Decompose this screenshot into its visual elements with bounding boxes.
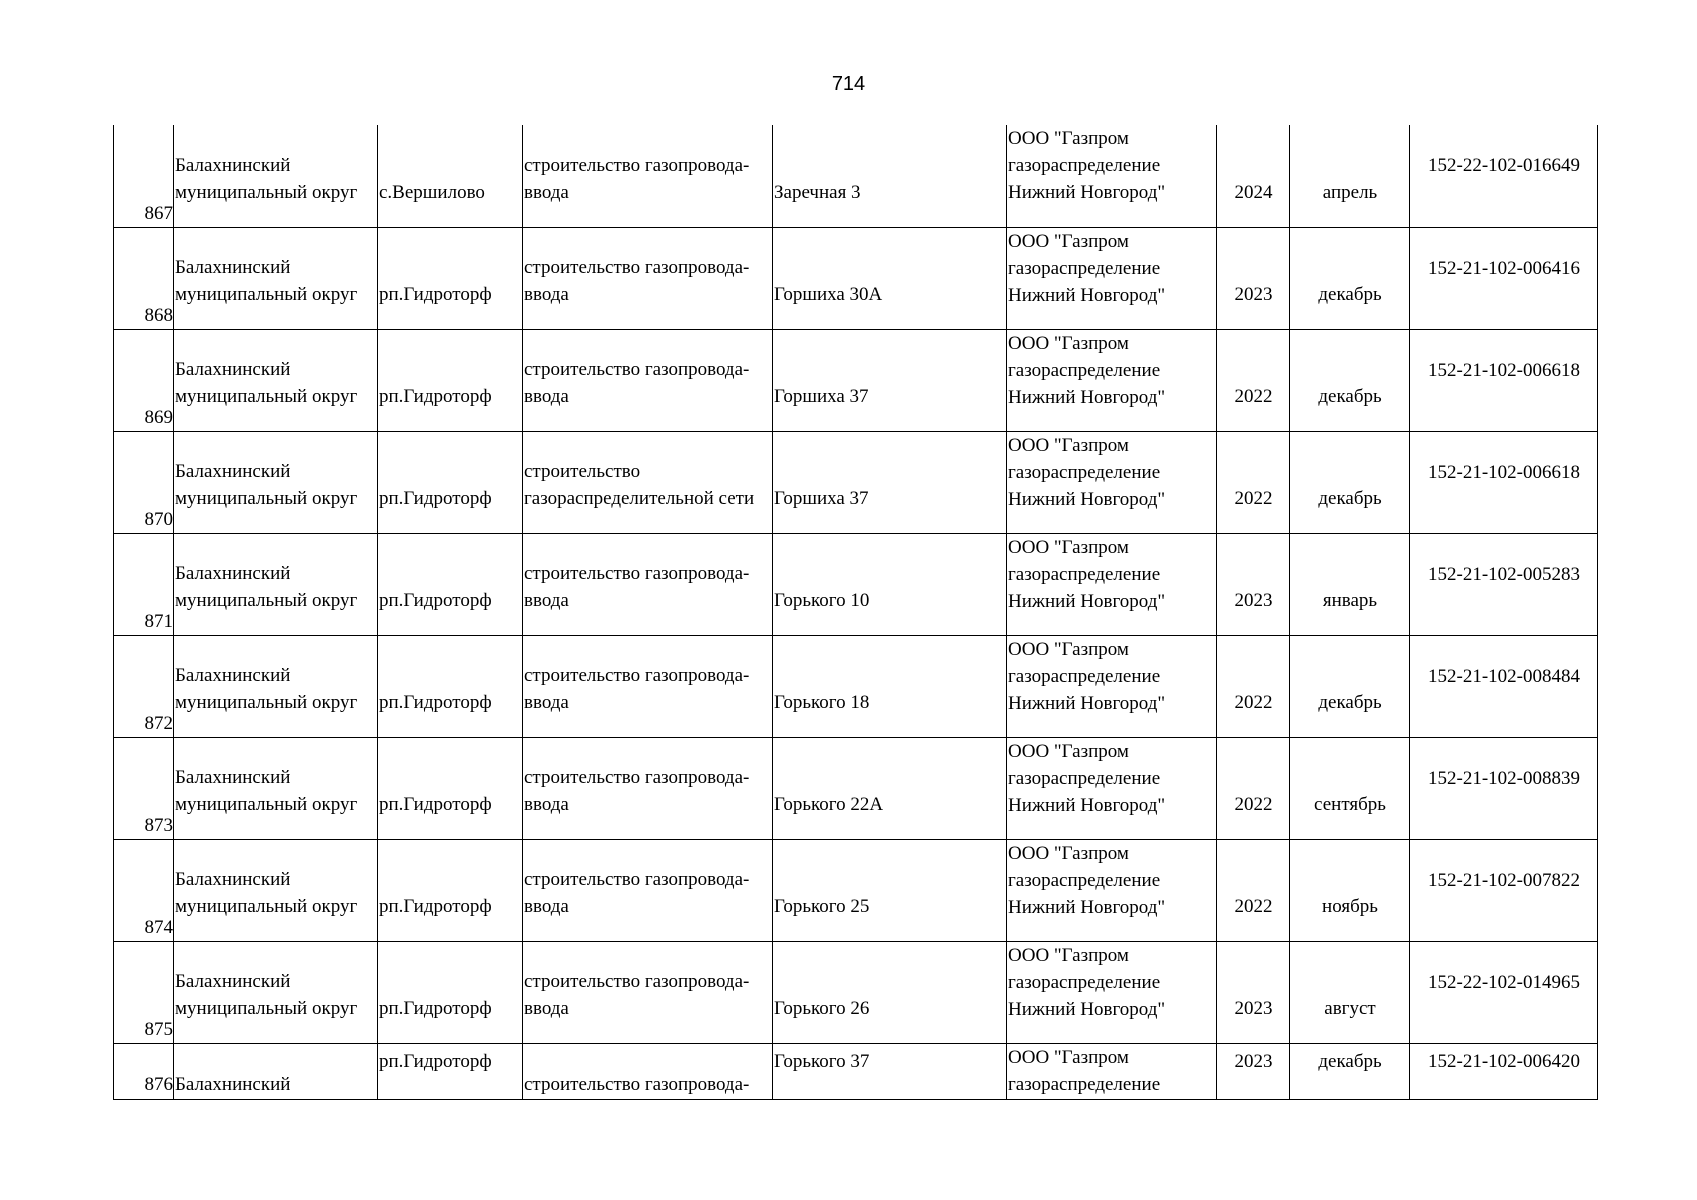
work-type-cell-line: ввода (524, 385, 569, 407)
organization-cell (1007, 1043, 1217, 1099)
district-cell-line: Балахнинский (175, 562, 291, 584)
work-type-cell (523, 839, 773, 941)
district-cell-line: Балахнинский (175, 1073, 291, 1095)
organization-cell (1007, 125, 1217, 227)
organization-cell-line: ООО "Газпром (1008, 230, 1129, 252)
work-type-cell-line: строительство газопровода- (524, 664, 750, 686)
row-number: 868 (114, 227, 174, 329)
work-type-cell-line: строительство газопровода- (524, 766, 750, 788)
month-cell: апрель (1290, 125, 1410, 227)
table-row (114, 737, 1598, 839)
table-row (114, 1043, 1598, 1099)
organization-cell-line: Нижний Новгород" (1008, 182, 1166, 203)
district-cell (174, 635, 378, 737)
work-type-cell (523, 227, 773, 329)
district-cell (174, 329, 378, 431)
row-number: 869 (114, 329, 174, 431)
organization-cell-line: Нижний Новгород" (1008, 488, 1166, 510)
work-type-cell (523, 635, 773, 737)
district-cell-line: муниципальный округ (175, 181, 358, 203)
code-cell: 152-21-102-006618 (1410, 329, 1598, 431)
district-cell-line: Балахнинский (175, 868, 291, 890)
district-cell (174, 839, 378, 941)
row-number: 871 (114, 533, 174, 635)
district-cell (174, 1043, 378, 1099)
work-type-cell-line: ввода (524, 997, 569, 1019)
district-cell (174, 533, 378, 635)
month-cell: август (1290, 941, 1410, 1043)
organization-cell-line: ООО "Газпром (1008, 1046, 1129, 1068)
month-cell: ноябрь (1290, 839, 1410, 941)
row-number: 874 (114, 839, 174, 941)
work-type-cell-line: газораспределительной сети (524, 487, 755, 509)
work-type-cell (523, 737, 773, 839)
organization-cell-line: газораспределение (1008, 155, 1161, 176)
organization-cell-line: ООО "Газпром (1008, 434, 1129, 456)
settlement-cell: рп.Гидроторф (378, 737, 523, 839)
address-cell: Горького 10 (773, 533, 1007, 635)
settlement-cell: рп.Гидроторф (378, 1043, 523, 1099)
organization-cell-line: ООО "Газпром (1008, 128, 1129, 149)
year-cell: 2023 (1217, 533, 1290, 635)
work-type-cell-line: строительство газопровода- (524, 562, 750, 584)
code-cell: 152-21-102-006618 (1410, 431, 1598, 533)
month-cell: декабрь (1290, 431, 1410, 533)
page-number: 714 (831, 73, 866, 95)
year-cell: 2023 (1217, 1043, 1290, 1099)
work-type-cell-line: строительство газопровода- (524, 868, 750, 890)
district-cell-line: Балахнинский (175, 664, 291, 686)
work-type-cell (523, 125, 773, 227)
district-cell-line: муниципальный округ (175, 385, 358, 407)
work-type-cell-line: ввода (524, 181, 569, 203)
organization-cell-line: ООО "Газпром (1008, 536, 1129, 558)
settlement-cell: с.Вершилово (378, 125, 523, 227)
settlement-cell: рп.Гидроторф (378, 839, 523, 941)
row-number: 873 (114, 737, 174, 839)
work-type-cell-line: строительство газопровода- (524, 256, 750, 278)
district-cell (174, 431, 378, 533)
table-row (114, 533, 1598, 635)
address-cell: Горького 37 (773, 1043, 1007, 1099)
organization-cell-line: ООО "Газпром (1008, 842, 1129, 864)
organization-cell-line: Нижний Новгород" (1008, 896, 1166, 918)
code-cell: 152-21-102-005283 (1410, 533, 1598, 635)
code-cell: 152-22-102-016649 (1410, 125, 1598, 227)
settlement-cell: рп.Гидроторф (378, 329, 523, 431)
month-cell: январь (1290, 533, 1410, 635)
address-cell: Горького 18 (773, 635, 1007, 737)
district-cell-line: муниципальный округ (175, 589, 358, 611)
district-cell-line: Балахнинский (175, 766, 291, 788)
address-cell: Горшиха 37 (773, 329, 1007, 431)
code-cell: 152-21-102-008839 (1410, 737, 1598, 839)
organization-cell (1007, 431, 1217, 533)
organization-cell (1007, 839, 1217, 941)
organization-cell-line: газораспределение (1008, 665, 1161, 687)
district-cell-line: Балахнинский (175, 358, 291, 380)
address-cell: Горшиха 37 (773, 431, 1007, 533)
district-cell-line: муниципальный округ (175, 487, 358, 509)
code-cell: 152-21-102-006420 (1410, 1043, 1598, 1099)
work-type-cell-line: строительство газопровода- (524, 154, 750, 176)
organization-cell-line: Нижний Новгород" (1008, 998, 1166, 1020)
work-type-cell-line: ввода (524, 283, 569, 305)
organization-cell-line: Нижний Новгород" (1008, 284, 1166, 306)
work-type-cell-line: ввода (524, 793, 569, 815)
table-row (114, 125, 1598, 227)
organization-cell-line: газораспределение (1008, 257, 1161, 279)
table-row (114, 839, 1598, 941)
code-cell: 152-21-102-007822 (1410, 839, 1598, 941)
organization-cell-line: ООО "Газпром (1008, 638, 1129, 660)
month-cell: декабрь (1290, 329, 1410, 431)
table-body (114, 125, 1598, 1099)
organization-cell (1007, 737, 1217, 839)
code-cell: 152-21-102-008484 (1410, 635, 1598, 737)
district-cell-line: муниципальный округ (175, 895, 358, 917)
settlement-cell: рп.Гидроторф (378, 635, 523, 737)
organization-cell-line: газораспределение (1008, 971, 1161, 993)
row-number: 872 (114, 635, 174, 737)
row-number: 876 (114, 1043, 174, 1099)
year-cell: 2022 (1217, 737, 1290, 839)
year-cell: 2023 (1217, 227, 1290, 329)
organization-cell (1007, 227, 1217, 329)
organization-cell-line: ООО "Газпром (1008, 332, 1129, 354)
organization-cell (1007, 533, 1217, 635)
district-cell-line: муниципальный округ (175, 283, 358, 305)
address-cell: Горького 25 (773, 839, 1007, 941)
year-cell: 2023 (1217, 941, 1290, 1043)
address-cell: Заречная 3 (773, 125, 1007, 227)
year-cell: 2022 (1217, 329, 1290, 431)
month-cell: сентябрь (1290, 737, 1410, 839)
organization-cell (1007, 941, 1217, 1043)
row-number: 875 (114, 941, 174, 1043)
settlement-cell: рп.Гидроторф (378, 227, 523, 329)
code-cell: 152-22-102-014965 (1410, 941, 1598, 1043)
settlement-cell: рп.Гидроторф (378, 431, 523, 533)
work-type-cell-line: ввода (524, 895, 569, 917)
district-cell (174, 125, 378, 227)
work-type-cell (523, 1043, 773, 1099)
district-cell-line: муниципальный округ (175, 691, 358, 713)
row-number: 867 (114, 125, 174, 227)
district-cell-line: муниципальный округ (175, 997, 358, 1019)
work-type-cell (523, 533, 773, 635)
year-cell: 2024 (1217, 125, 1290, 227)
district-cell (174, 227, 378, 329)
organization-cell-line: газораспределение (1008, 461, 1161, 483)
month-cell: декабрь (1290, 635, 1410, 737)
organization-cell-line: Нижний Новгород" (1008, 692, 1166, 714)
year-cell: 2022 (1217, 431, 1290, 533)
gas-connection-table (113, 125, 1598, 1100)
work-type-cell-line: строительство (524, 460, 641, 482)
settlement-cell: рп.Гидроторф (378, 533, 523, 635)
code-cell: 152-21-102-006416 (1410, 227, 1598, 329)
organization-cell-line: Нижний Новгород" (1008, 794, 1166, 816)
address-cell: Горшиха 30А (773, 227, 1007, 329)
organization-cell-line: газораспределение (1008, 869, 1161, 891)
work-type-cell-line: ввода (524, 589, 569, 611)
organization-cell-line: газораспределение (1008, 1073, 1161, 1095)
organization-cell (1007, 635, 1217, 737)
organization-cell-line: ООО "Газпром (1008, 740, 1129, 762)
district-cell-line: Балахнинский (175, 154, 291, 176)
address-cell: Горького 22А (773, 737, 1007, 839)
district-cell-line: Балахнинский (175, 256, 291, 278)
work-type-cell-line: строительство газопровода- (524, 358, 750, 380)
table-row (114, 941, 1598, 1043)
table-row (114, 635, 1598, 737)
district-cell-line: муниципальный округ (175, 793, 358, 815)
work-type-cell (523, 431, 773, 533)
work-type-cell (523, 941, 773, 1043)
work-type-cell-line: ввода (524, 691, 569, 713)
district-cell-line: Балахнинский (175, 460, 291, 482)
settlement-cell: рп.Гидроторф (378, 941, 523, 1043)
table-row (114, 227, 1598, 329)
year-cell: 2022 (1217, 839, 1290, 941)
organization-cell-line: газораспределение (1008, 359, 1161, 381)
organization-cell-line: Нижний Новгород" (1008, 386, 1166, 408)
organization-cell-line: ООО "Газпром (1008, 944, 1129, 966)
organization-cell (1007, 329, 1217, 431)
table-row (114, 431, 1598, 533)
district-cell (174, 737, 378, 839)
district-cell (174, 941, 378, 1043)
row-number: 870 (114, 431, 174, 533)
table-row (114, 329, 1598, 431)
work-type-cell-line: строительство газопровода- (524, 970, 750, 992)
month-cell: декабрь (1290, 1043, 1410, 1099)
work-type-cell-line: строительство газопровода- (524, 1073, 750, 1095)
month-cell: декабрь (1290, 227, 1410, 329)
address-cell: Горького 26 (773, 941, 1007, 1043)
work-type-cell (523, 329, 773, 431)
organization-cell-line: Нижний Новгород" (1008, 590, 1166, 612)
district-cell-line: Балахнинский (175, 970, 291, 992)
organization-cell-line: газораспределение (1008, 563, 1161, 585)
organization-cell-line: газораспределение (1008, 767, 1161, 789)
year-cell: 2022 (1217, 635, 1290, 737)
